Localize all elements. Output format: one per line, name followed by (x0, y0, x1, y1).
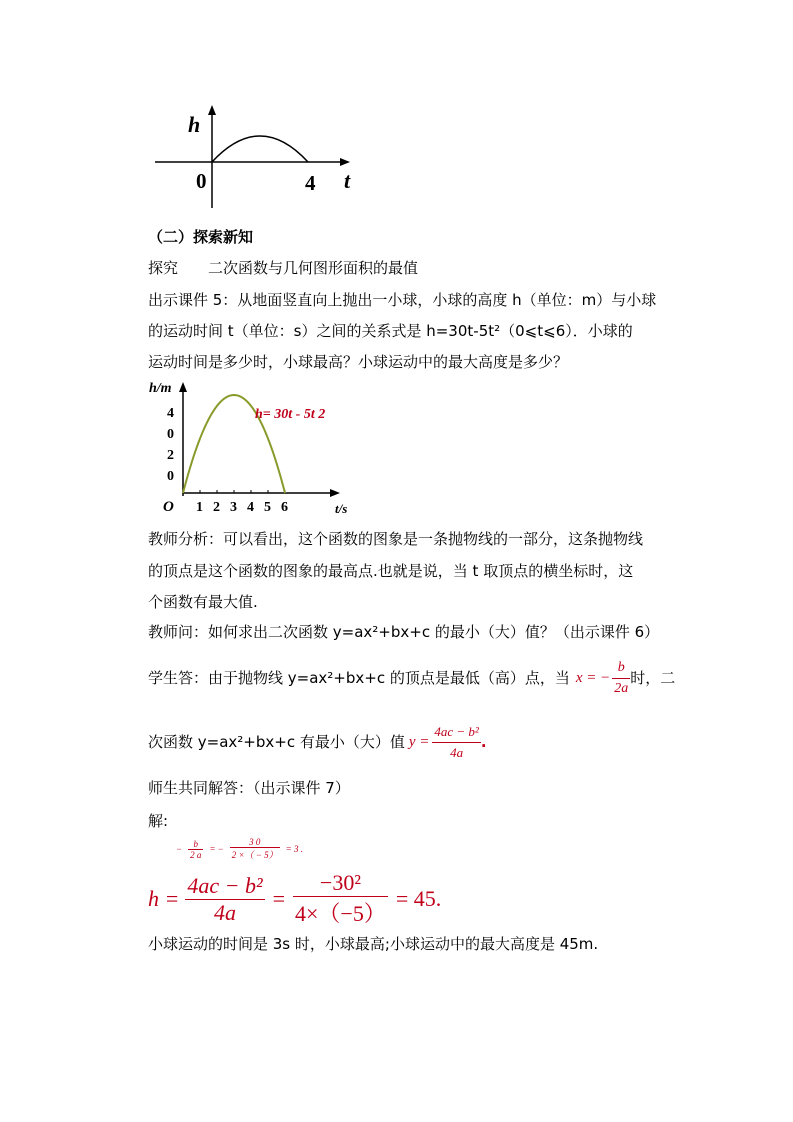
student-answer-text-3: 次函数 y=ax²+bx+c 有最小（大）值 (148, 733, 405, 751)
sketch-y-arrow (208, 105, 216, 115)
analysis-line-1: 教师分析：可以看出，这个函数的图象是一条抛物线的一部分，这条抛物线 (148, 530, 644, 548)
formula-large-frac2 (293, 870, 388, 928)
formula-large-result: = 45. (395, 886, 442, 911)
chart-xlabel: t/s (335, 501, 348, 516)
sketch-x-arrow (340, 158, 350, 166)
chart-x-tick-label: 6 (281, 500, 288, 515)
chart-annotation: h= 30t - 5t 2 (255, 407, 326, 422)
x-fraction-den: 2a (614, 680, 629, 696)
formula-small (176, 834, 303, 864)
problem-line-1: 出示课件 5：从地面竖直向上抛出一小球，小球的高度 h（单位：m）与小球 (148, 291, 657, 309)
problem-line-3: 运动时间是多少时，小球最高？小球运动中的最大高度是多少？ (148, 353, 569, 371)
formula-large-den1: 4a (213, 899, 236, 925)
formula-small-minus: − (176, 844, 183, 854)
problem-line-2: 的运动时间 t（单位：s）之间的关系式是 h=30t-5t²（0⩽t⩽6）．小球的 (148, 322, 633, 340)
chart-x-tick-label: 5 (264, 500, 271, 515)
formula-large-num1: 4ac − b² (187, 872, 263, 898)
formula-large-frac1 (185, 873, 264, 926)
formula-small-num1: b (188, 839, 203, 850)
formula-large-den2: 4×（−5） (295, 901, 386, 926)
formula-large-num2: −30² (293, 870, 388, 897)
sketch-origin-label: 0 (196, 169, 207, 193)
teacher-question: 教师问：如何求出二次函数 y=ax²+bx+c 的最小（大）值？（出示课件 6） (148, 623, 660, 641)
y-fraction-num: 4ac − b² (432, 722, 480, 743)
chart-y-ticks (167, 406, 174, 484)
figure-h-t-sketch (150, 100, 370, 215)
y-equation: y = (408, 734, 430, 750)
student-answer-line-2 (148, 722, 487, 762)
chart-x-tick-label: 1 (196, 500, 203, 515)
sketch-x-label: t (344, 168, 351, 193)
x-fraction-num: b (612, 658, 630, 679)
analysis-line-3: 个函数有最大值. (148, 593, 258, 611)
formula-small-frac2 (230, 837, 280, 861)
student-answer-line-1 (148, 658, 675, 698)
solve-label: 解: (148, 812, 169, 830)
chart-x-arrow (330, 489, 340, 497)
chart-y-tick-label: 0 (167, 427, 174, 442)
formula-small-num2: 3 0 (230, 837, 280, 848)
parabola-chart (145, 378, 370, 518)
chart-origin-label: O (163, 499, 174, 515)
student-answer-text-2: 时，二 (630, 669, 676, 687)
formula-small-mid: = − (209, 844, 224, 854)
chart-y-tick-label: 0 (167, 469, 174, 484)
y-fraction-den: 4a (450, 744, 464, 760)
formula-large-lhs: h = (148, 886, 180, 911)
formula-small-den2: 2 ×（ − 5） (231, 850, 278, 860)
formula-small-result: = 3 . (285, 844, 303, 854)
chart-y-arrow (179, 382, 187, 392)
analysis-line-2: 的顶点是这个函数的图象的最高点.也就是说，当 t 取顶点的横坐标时，这 (148, 562, 634, 580)
section-heading: （二）探索新知 (148, 228, 254, 246)
sketch-y-label: h (188, 112, 201, 137)
chart-y-tick-label: 4 (167, 406, 174, 421)
chart-x-tick-label: 4 (247, 500, 254, 515)
y-fraction (432, 722, 480, 763)
formula-large-eq: = (272, 886, 285, 911)
x-equation: x = − (575, 670, 611, 686)
formula-small-den1: 2 a (190, 849, 202, 860)
formula-small-frac1 (188, 839, 203, 860)
conclusion: 小球运动的时间是 3s 时，小球最高;小球运动中的最大高度是 45m. (148, 935, 599, 953)
solve-intro: 师生共同解答：（出示课件 7） (148, 779, 350, 797)
sketch-tick-label: 4 (305, 171, 316, 195)
y-period: . (480, 733, 487, 751)
formula-large (148, 868, 441, 930)
explore-line: 探究 二次函数与几何图形面积的最值 (148, 259, 419, 277)
chart-x-tick-label: 2 (213, 500, 220, 515)
student-answer-text-1: 学生答：由于抛物线 y=ax²+bx+c 的顶点是最低（高）点，当 (148, 669, 570, 687)
chart-y-tick-label: 2 (167, 448, 174, 463)
chart-ylabel: h/m (149, 381, 172, 396)
x-fraction (612, 658, 630, 699)
sketch-curve (212, 136, 308, 162)
chart-x-tick-label: 3 (230, 500, 237, 515)
